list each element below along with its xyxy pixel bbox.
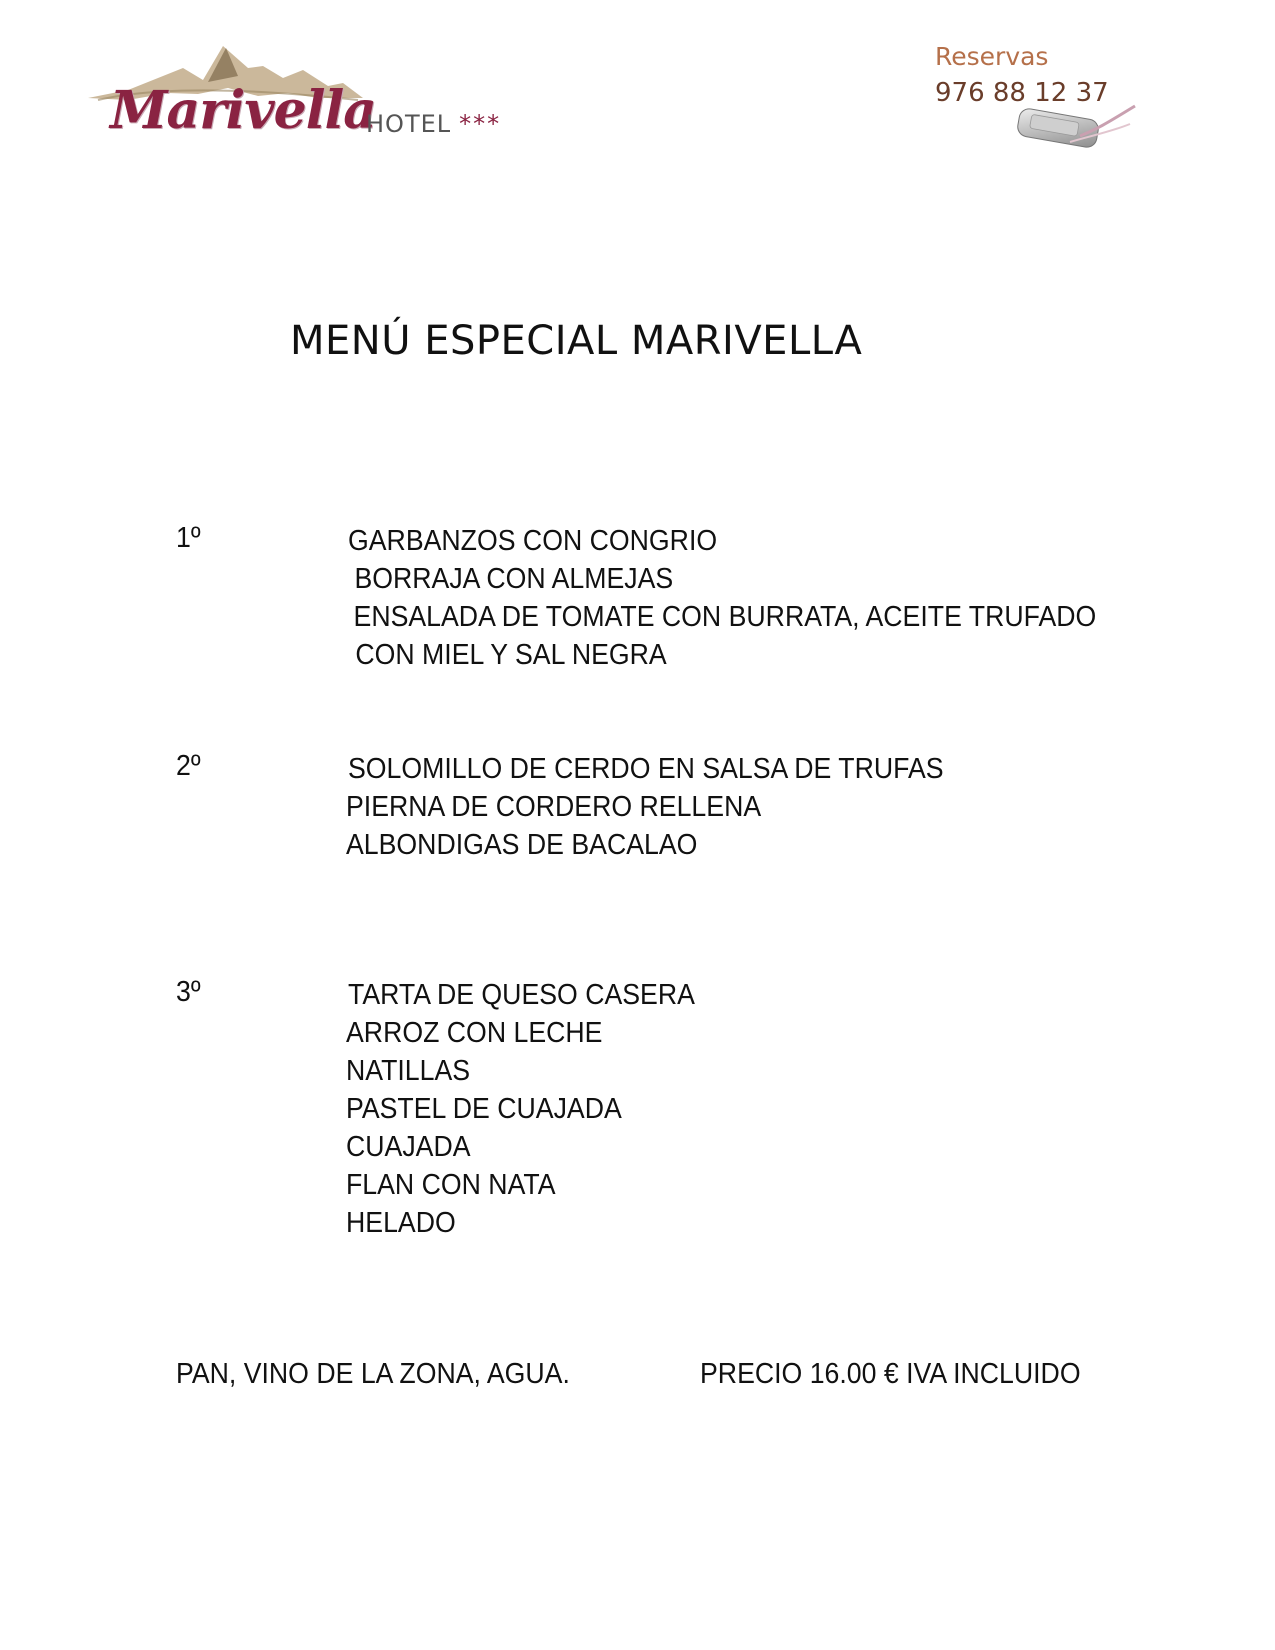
logo-hotel-text: HOTEL <box>366 110 452 138</box>
menu-item: HELADO <box>346 1207 456 1239</box>
course-number: 3º <box>176 976 201 1008</box>
logo-hotel-label <box>366 110 501 138</box>
menu-item: CUAJADA <box>346 1131 471 1163</box>
menu-item: PASTEL DE CUAJADA <box>346 1093 622 1125</box>
menu-includes: PAN, VINO DE LA ZONA, AGUA. <box>176 1358 570 1390</box>
hotel-logo <box>88 38 528 148</box>
phone-icon <box>1010 102 1140 172</box>
menu-item: SOLOMILLO DE CERDO EN SALSA DE TRUFAS <box>348 753 944 785</box>
reservations-label: Reservas <box>935 42 1049 71</box>
course-number: 1º <box>176 522 201 554</box>
logo-name: Marivella <box>110 80 376 141</box>
menu-item: BORRAJA CON ALMEJAS <box>354 563 674 595</box>
menu-item: TARTA DE QUESO CASERA <box>348 979 695 1011</box>
logo-stars: *** <box>459 110 502 138</box>
menu-item: ALBONDIGAS DE BACALAO <box>346 829 698 861</box>
course-number: 2º <box>176 750 201 782</box>
course-items <box>348 976 725 1242</box>
menu-item: FLAN CON NATA <box>346 1169 556 1201</box>
course-items <box>348 750 995 864</box>
course-items <box>348 522 1161 674</box>
menu-item: GARBANZOS CON CONGRIO <box>348 525 718 557</box>
menu-item: CON MIEL Y SAL NEGRA <box>355 639 667 671</box>
menu-item: ARROZ CON LECHE <box>346 1017 603 1049</box>
page-title: MENÚ ESPECIAL MARIVELLA <box>290 318 863 364</box>
menu-price: PRECIO 16.00 € IVA INCLUIDO <box>700 1358 1081 1390</box>
menu-item: NATILLAS <box>346 1055 471 1087</box>
menu-item: ENSALADA DE TOMATE CON BURRATA, ACEITE TRUFADO <box>353 601 1097 633</box>
reservations-phone[interactable]: 976 88 12 37 <box>935 78 1109 108</box>
reservations-block <box>935 40 1195 180</box>
menu-item: PIERNA DE CORDERO RELLENA <box>346 791 762 823</box>
